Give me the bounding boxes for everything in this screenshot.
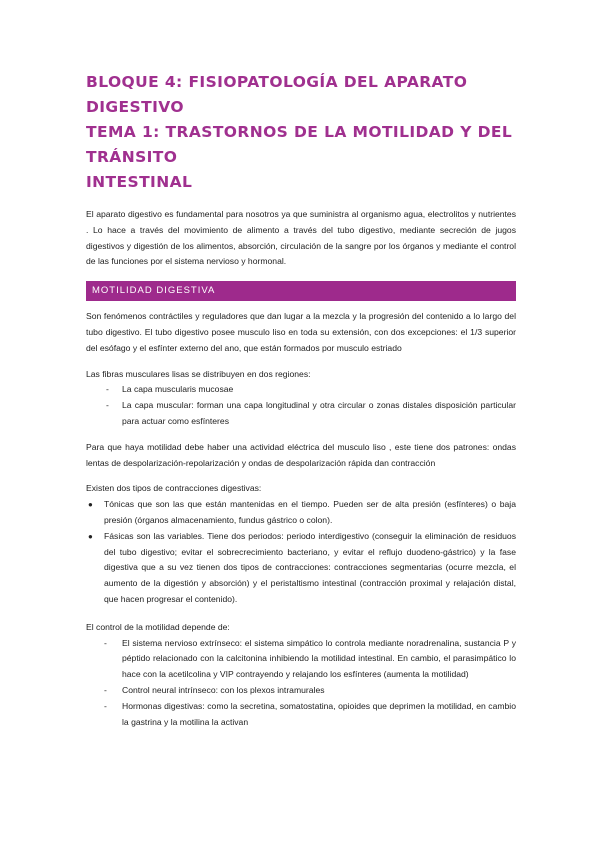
contractions-list [86,497,516,608]
intro-paragraph: El aparato digestivo es fundamental para nosotros ya que suministra al organismo agua, electrolitos y nutrientes . Lo hace a través del movimiento de alimento a través del tubo digestivo, mediante secreción de jugos digestivos y digestión de los alimentos, absorción, circulación de la sangre por los órganos y mediante el control de las funciones por el sistema nervioso y hormonal. [86,209,516,267]
title-line-2: TEMA 1: TRASTORNOS DE LA MOTILIDAD Y DEL TRÁNSITO [86,123,513,166]
document-page [86,70,516,730]
bullet-marker: ● [88,500,93,510]
dash-marker: - [104,684,107,695]
section-heading: MOTILIDAD DIGESTIVA [86,281,516,301]
title-line-3: INTESTINAL [86,173,193,191]
list-item: ● Tónicas que son las que están mantenidas en el tiempo. Pueden ser de alta presión (esfínteres) o baja presión (órganos almacenamiento, fundus gástrico o colon). [88,499,516,525]
contractions-intro: Existen dos tipos de contracciones digestivas: [86,483,262,494]
list-item: - Control neural intrínseco: con los plexos intramurales [86,683,516,699]
control-intro: El control de la motilidad depende de: [86,621,230,632]
title-line-1: BLOQUE 4: FISIOPATOLOGÍA DEL APARATO DIGESTIVO [86,73,468,116]
dash-marker: - [106,384,109,395]
fibers-intro: Las fibras musculares lisas se distribuyen en dos regiones: [86,368,311,379]
bullet-marker: ● [88,531,93,541]
dash-marker: - [106,400,109,411]
motility-definition: Son fenómenos contráctiles y reguladores que dan lugar a la mezcla y la progresión del contenido a lo largo del tubo digestivo. El tubo digestivo posee musculo liso en toda su extensión, con dos excepciones: el 1/3 superior del esófago y el esfínter externo del ano, que están formados por musculo estriado [86,311,516,353]
page-title [86,70,516,195]
regions-list [86,382,516,429]
dash-marker: - [104,637,107,648]
list-item: - Hormonas digestivas: como la secretina, somatostatina, opioides que deprimen la motilidad, en cambio la gastrina y la motilina la activan [104,700,516,727]
list-item: - La capa muscular: forman una capa longitudinal y otra circular o zonas distales disposición particular para actuar como esfínteres [106,400,516,426]
dash-marker: - [104,700,107,711]
controls-list [86,636,516,731]
electrical-activity-paragraph: Para que haya motilidad debe haber una actividad eléctrica del musculo liso , este tiene dos patrones: ondas lentas de despolarización-repolarización y ondas de despolarización rápida dan contracción [86,441,516,468]
list-item: - La capa muscularis mucosae [86,382,516,398]
list-item: - El sistema nervioso extrínseco: el sistema simpático lo controla mediante noradrenalina, sustancia P y péptido relacionado con la calcitonina inhibiendo la motilidad intestinal. En cambio, el parasimpático lo hace con la acetilcolina y VIP contrayendo y relajando los esfínteres (aumenta la motilidad) [104,637,516,680]
list-item: ● Fásicas son las variables. Tiene dos periodos: periodo interdigestivo (conseguir la eliminación de residuos del tubo digestivo; evitar el sobrecrecimiento bacteriano, y evitar el reflujo duodeno-gástrico) y la fase digestiva que a su vez tienen dos tipos de contracciones: contracciones segmentarias (ocurre mezcla, el aumento de la digestión y absorción) y el peristaltismo intestinal (contracción proximal y relajación distal, que hacen progresar el contenido). [88,530,516,604]
